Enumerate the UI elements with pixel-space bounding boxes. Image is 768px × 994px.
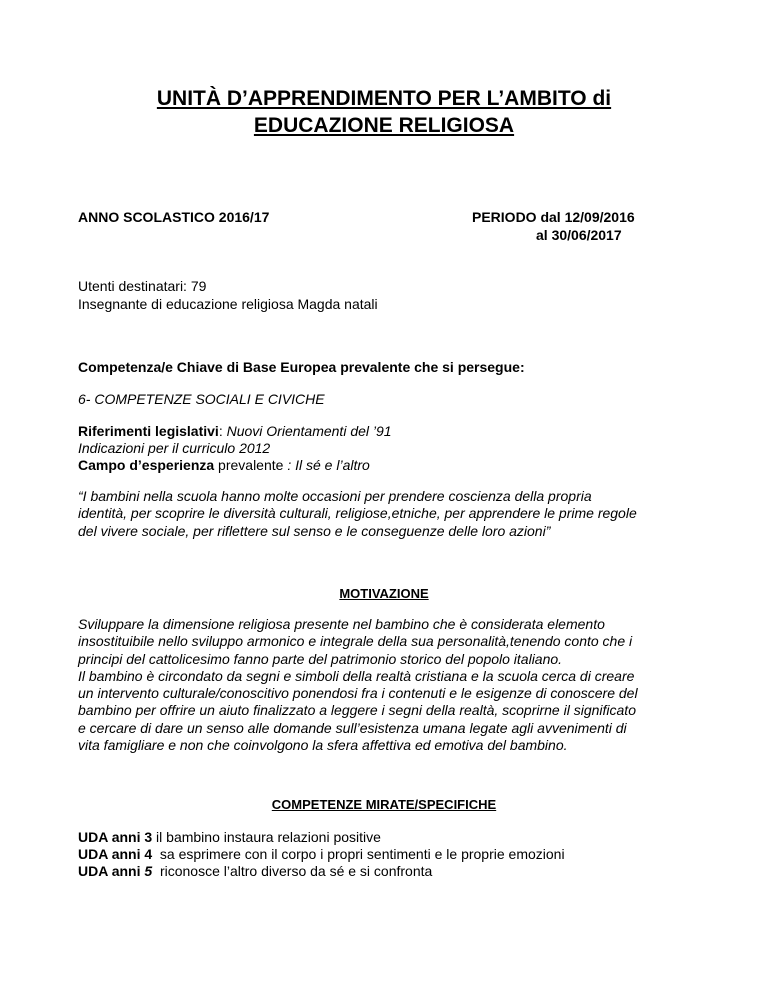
motivazione-line: e cercare di dare un senso alle domande sull’esistenza umana legate agli avvenimenti di bbox=[78, 719, 627, 736]
uda-label: UDA anni 4 bbox=[78, 846, 153, 862]
riferimenti-colon: : bbox=[218, 423, 227, 439]
uda-label: UDA anni bbox=[78, 863, 145, 879]
uda-text: sa esprimere con il corpo i propri sentimenti e le proprie emozioni bbox=[152, 846, 565, 862]
uda-label: UDA anni 3 bbox=[78, 829, 153, 845]
quote-line: identità, per scoprire le diversità culturali, religiose,etniche, per apprendere le prime regole bbox=[78, 505, 637, 522]
riferimenti-label: Riferimenti legislativi bbox=[78, 423, 219, 439]
uda-item-3 bbox=[78, 828, 381, 846]
competenza-item: 6- COMPETENZE SOCIALI E CIVICHE bbox=[78, 391, 325, 407]
uda-text: riconosce l’altro diverso da sé e si confronta bbox=[152, 863, 433, 879]
motivazione-line: un intervento culturale/conoscitivo ponendosi fra i contenuti e le esigenze di conoscere del bbox=[78, 685, 638, 702]
quote-line: del vivere sociale, per riflettere sul senso e le conseguenze delle loro azioni” bbox=[78, 522, 551, 539]
periodo-line1: PERIODO dal 12/09/2016 bbox=[472, 209, 635, 225]
motivazione-line: insostituibile nello sviluppo armonico e integrale della sua personalità,tenendo conto che i bbox=[78, 633, 633, 650]
motivazione-heading: MOTIVAZIONE bbox=[339, 586, 429, 601]
indicazioni-curriculo: Indicazioni per il curriculo 2012 bbox=[78, 440, 271, 456]
campo-label: Campo d’esperienza bbox=[78, 457, 215, 473]
campo-esperienza-line bbox=[78, 456, 370, 474]
anno-scolastico: ANNO SCOLASTICO 2016/17 bbox=[78, 209, 270, 225]
competenze-mirate-heading: COMPETENZE MIRATE/SPECIFICHE bbox=[271, 797, 497, 812]
quote-line: “I bambini nella scuola hanno molte occasioni per prendere coscienza della propria bbox=[78, 488, 592, 504]
riferimenti-value: Nuovi Orientamenti del ’91 bbox=[226, 423, 392, 439]
motivazione-line: Sviluppare la dimensione religiosa presente nel bambino che è considerata elemento bbox=[78, 616, 605, 632]
motivazione-line: vita famigliare e non che coinvolgono la sfera affettiva ed emotiva del bambino. bbox=[78, 737, 568, 754]
document-title-line1: UNITÀ D’APPRENDIMENTO PER L’AMBITO di bbox=[156, 87, 612, 110]
uda-item-5 bbox=[78, 862, 432, 880]
motivazione-line: Il bambino è circondato da segni e simboli della realtà cristiana e la scuola cerca di creare bbox=[78, 667, 635, 684]
quote-paragraph bbox=[78, 488, 718, 540]
competenza-heading: Competenza/e Chiave di Base Europea prevalente che si persegue: bbox=[78, 359, 525, 375]
campo-mid: prevalente bbox=[214, 457, 288, 473]
campo-value: : Il sé e l’altro bbox=[287, 457, 370, 473]
uda-text: il bambino instaura relazioni positive bbox=[152, 829, 381, 845]
riferimenti-line bbox=[78, 422, 392, 440]
uda-label-number: 5 bbox=[144, 863, 153, 879]
utenti-destinatari: Utenti destinatari: 79 bbox=[78, 278, 207, 294]
motivazione-line: bambino per offrire un aiuto finalizzato a leggere i segni della realtà, scoprirne il significato bbox=[78, 702, 636, 719]
uda-item-4 bbox=[78, 845, 565, 863]
motivazione-paragraph bbox=[78, 616, 718, 754]
periodo-line2: al 30/06/2017 bbox=[536, 227, 622, 243]
insegnante: Insegnante di educazione religiosa Magda natali bbox=[78, 296, 378, 312]
document-title-line2: EDUCAZIONE RELIGIOSA bbox=[253, 114, 515, 137]
motivazione-line: principi del cattolicesimo fanno parte del patrimonio storico del popolo italiano. bbox=[78, 650, 563, 667]
